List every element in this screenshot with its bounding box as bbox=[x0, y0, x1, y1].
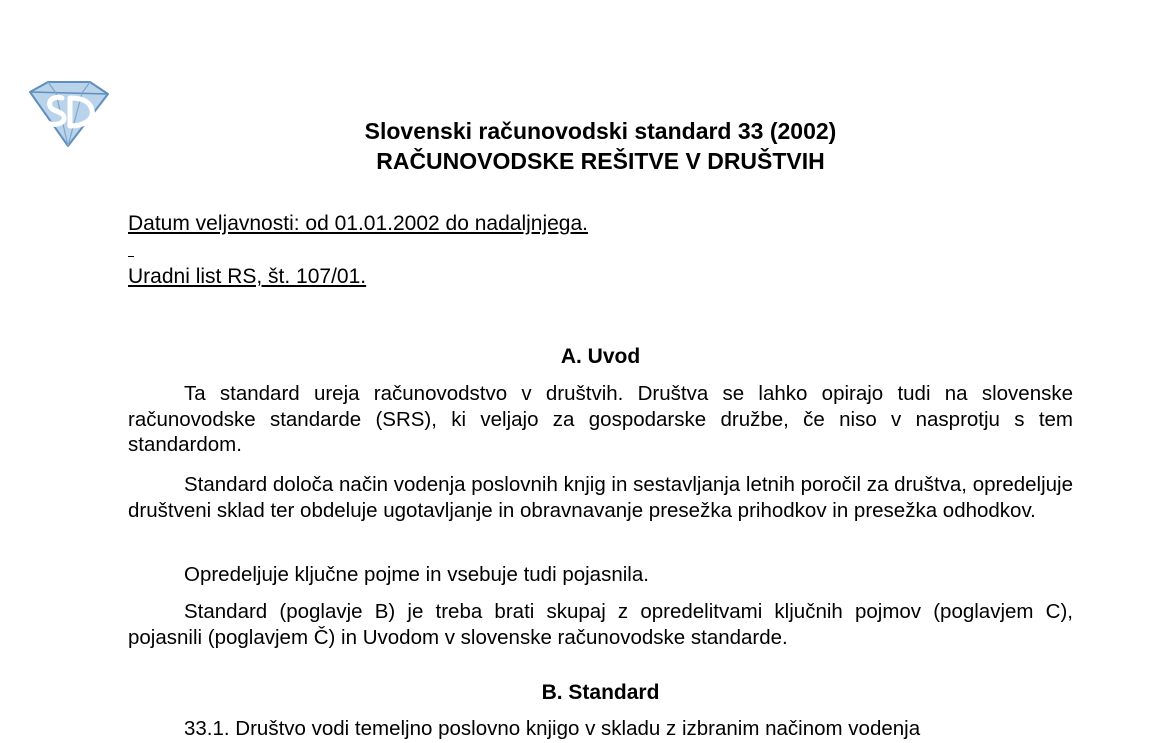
paragraph: Standard določa način vodenja poslovnih knjig in sestavljanja letnih poročil za društva, opredeljuje društveni sklad ter obdeluje ugotavljanje in obravnavanje presežka prihodkov in presežka odhodkov. bbox=[128, 473, 1073, 522]
paragraph: 33.1. Društvo vodi temeljno poslovno knjigo v skladu z izbranim načinom vodenja bbox=[184, 717, 921, 740]
title-line-1: Slovenski računovodski standard 33 (2002) bbox=[364, 118, 837, 144]
section-heading-b: B. Standard bbox=[541, 681, 660, 704]
divider bbox=[128, 256, 134, 257]
section-heading-a: A. Uvod bbox=[560, 345, 641, 368]
paragraph: Opredeljuje ključne pojme in vsebuje tudi pojasnila. bbox=[184, 563, 649, 586]
validity-date: Datum veljavnosti: od 01.01.2002 do nadaljnjega. bbox=[128, 212, 588, 235]
sd-logo bbox=[26, 78, 112, 150]
title-line-2: RAČUNOVODSKE REŠITVE V DRUŠTVIH bbox=[376, 148, 825, 174]
gazette-reference: Uradni list RS, št. 107/01. bbox=[128, 265, 367, 288]
document-title bbox=[128, 116, 1073, 176]
paragraph: Ta standard ureja računovodstvo v društvih. Društva se lahko opirajo tudi na slovenske računovodske standarde (SRS), ki veljajo za gospodarske družbe, če niso v nasprotju s tem standardom. bbox=[128, 382, 1073, 456]
paragraph: Standard (poglavje B) je treba brati skupaj z opredelitvami ključnih pojmov (poglavjem C), pojasnili (poglavjem Č) in Uvodom v slovenske računovodske standarde. bbox=[128, 600, 1073, 649]
